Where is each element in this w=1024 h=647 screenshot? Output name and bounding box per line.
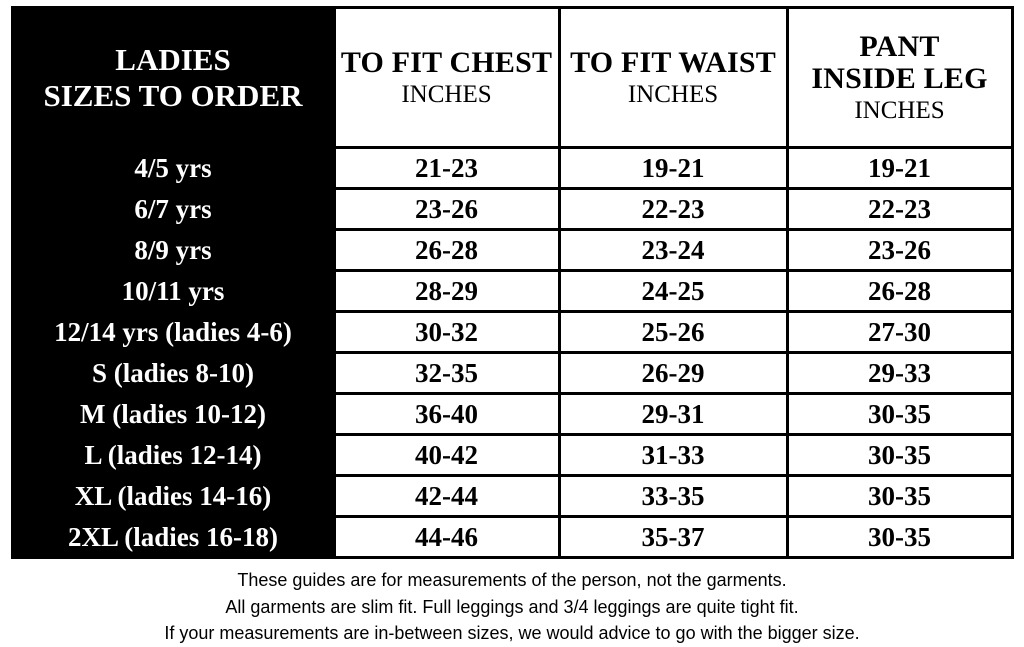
row-waist: 35-37 [559, 517, 787, 558]
note-line-3: If your measurements are in-between sizes, we would advice to go with the bigger size. [164, 623, 860, 644]
row-label: XL (ladies 14-16) [12, 476, 334, 517]
row-leg: 29-33 [787, 353, 1012, 394]
row-chest: 23-26 [334, 189, 559, 230]
row-chest: 42-44 [334, 476, 559, 517]
row-leg: 27-30 [787, 312, 1012, 353]
row-leg: 23-26 [787, 230, 1012, 271]
row-label: 2XL (ladies 16-18) [12, 517, 334, 558]
row-label: 4/5 yrs [12, 148, 334, 189]
header-cell-to-fit-waist [559, 8, 787, 148]
header-title-chest: TO FIT CHEST [340, 45, 553, 79]
row-chest: 26-28 [334, 230, 559, 271]
table-row [12, 353, 1012, 394]
header-title-leg-line2: INSIDE LEG [811, 62, 988, 95]
table-row [12, 312, 1012, 353]
table-row [12, 271, 1012, 312]
table-row [12, 435, 1012, 476]
header-cell-sizes-to-order [12, 8, 334, 148]
table-header-row [12, 8, 1012, 148]
row-leg: 19-21 [787, 148, 1012, 189]
row-leg: 26-28 [787, 271, 1012, 312]
row-chest: 36-40 [334, 394, 559, 435]
table-row [12, 394, 1012, 435]
row-label: M (ladies 10-12) [12, 394, 334, 435]
header-label-line2: SIZES TO ORDER [43, 77, 303, 113]
row-chest: 30-32 [334, 312, 559, 353]
row-leg: 30-35 [787, 435, 1012, 476]
row-waist: 29-31 [559, 394, 787, 435]
row-label: 10/11 yrs [12, 271, 334, 312]
size-chart-sheet [0, 6, 1024, 644]
row-label: 6/7 yrs [12, 189, 334, 230]
table-row [12, 148, 1012, 189]
note-line-2: All garments are slim fit. Full leggings and 3/4 leggings are quite tight fit. [225, 596, 799, 617]
header-unit-waist: INCHES [627, 81, 719, 109]
note-line-1: These guides are for measurements of the person, not the garments. [237, 570, 787, 590]
row-waist: 33-35 [559, 476, 787, 517]
row-chest: 44-46 [334, 517, 559, 558]
header-title-waist: TO FIT WAIST [570, 45, 776, 79]
table-row [12, 476, 1012, 517]
row-waist: 25-26 [559, 312, 787, 353]
header-label-line1: LADIES [115, 41, 231, 77]
table-row [12, 517, 1012, 558]
row-chest: 21-23 [334, 148, 559, 189]
row-label: 8/9 yrs [12, 230, 334, 271]
row-waist: 26-29 [559, 353, 787, 394]
row-label: 12/14 yrs (ladies 4-6) [12, 312, 334, 353]
row-waist: 19-21 [559, 148, 787, 189]
row-chest: 32-35 [334, 353, 559, 394]
header-cell-to-fit-chest [334, 8, 559, 148]
row-waist: 23-24 [559, 230, 787, 271]
header-unit-chest: INCHES [401, 81, 492, 109]
row-leg: 22-23 [787, 189, 1012, 230]
row-waist: 22-23 [559, 189, 787, 230]
row-label: L (ladies 12-14) [12, 435, 334, 476]
row-leg: 30-35 [787, 517, 1012, 558]
table-row [12, 230, 1012, 271]
header-title-leg-line1: PANT [859, 29, 940, 63]
header-unit-leg: INCHES [854, 97, 945, 125]
row-waist: 31-33 [559, 435, 787, 476]
row-leg: 30-35 [787, 476, 1012, 517]
measurement-notes [12, 567, 1012, 647]
table-row [12, 189, 1012, 230]
header-cell-pant-inside-leg [787, 8, 1012, 148]
row-waist: 24-25 [559, 271, 787, 312]
row-label: S (ladies 8-10) [12, 353, 334, 394]
row-chest: 40-42 [334, 435, 559, 476]
row-leg: 30-35 [787, 394, 1012, 435]
row-chest: 28-29 [334, 271, 559, 312]
ladies-size-chart-table [11, 6, 1014, 559]
